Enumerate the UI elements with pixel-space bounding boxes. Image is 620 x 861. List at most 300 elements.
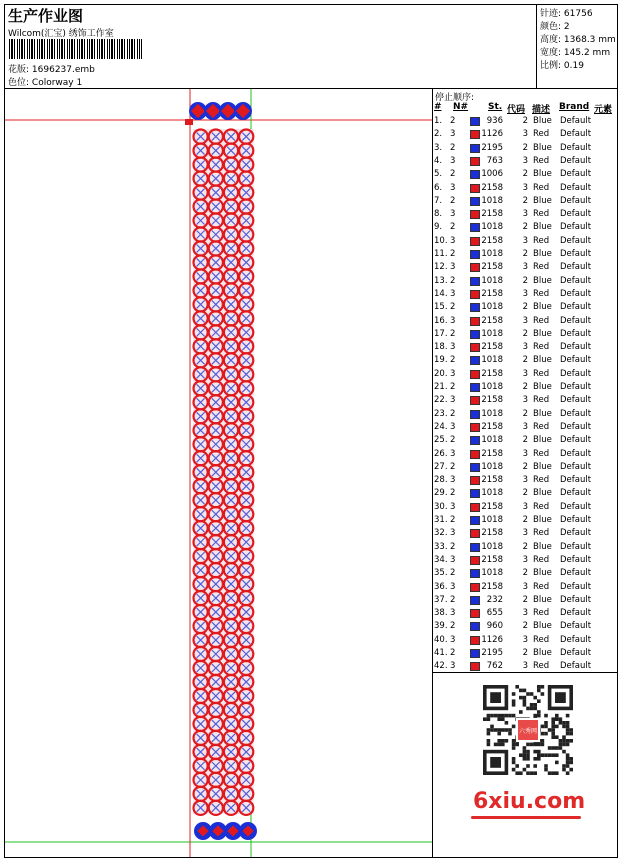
row-brand: Default: [560, 116, 592, 126]
qr-module: [555, 735, 559, 739]
row-desc: Red: [533, 209, 550, 220]
col-num: #: [434, 102, 442, 112]
color-swatch: [470, 356, 480, 365]
row-stitches: 2158: [481, 501, 503, 512]
qr-module: [512, 714, 516, 718]
qr-module: [508, 728, 512, 732]
col-brand: Brand: [559, 102, 590, 112]
row-desc: Blue: [533, 302, 552, 313]
qr-module: [559, 743, 563, 747]
qr-module: [501, 717, 505, 721]
row-code: 3: [522, 421, 528, 432]
row-desc: Blue: [533, 568, 552, 579]
row-number: 35.: [434, 568, 448, 579]
row-stitches: 2195: [481, 142, 503, 153]
qr-module: [569, 761, 573, 765]
color-swatch: [470, 197, 480, 206]
info-scale: [540, 58, 584, 71]
qr-module: [544, 732, 548, 736]
row-code: 2: [522, 515, 528, 525]
row-number: 30.: [434, 501, 448, 512]
qr-module: [526, 707, 530, 711]
qr-module: [555, 746, 559, 750]
qr-module: [512, 703, 516, 707]
color-swatch: [470, 436, 480, 445]
qr-module: [541, 692, 545, 696]
qr-module: [523, 757, 527, 761]
row-needle: 3: [450, 209, 456, 220]
row-stitches: 232: [486, 594, 503, 605]
row-stitches: 1018: [481, 302, 503, 313]
row-stitches: 1018: [481, 461, 503, 472]
color-swatch: [470, 583, 480, 592]
row-brand: Default: [560, 634, 592, 645]
row-desc: Blue: [533, 648, 552, 658]
row-desc: Blue: [533, 328, 552, 339]
qr-module: [515, 685, 519, 689]
row-stitches: 1018: [481, 435, 503, 446]
qr-module: [526, 750, 530, 754]
qr-module: [508, 732, 512, 736]
colorway-value: Colorway 1: [31, 78, 83, 88]
qr-module: [494, 743, 498, 747]
col-desc: 描述: [532, 105, 551, 115]
row-desc: Red: [533, 661, 550, 672]
row-code: 2: [522, 249, 528, 259]
row-brand: Default: [560, 182, 592, 193]
row-code: 2: [522, 169, 528, 180]
color-swatch: [470, 556, 480, 565]
row-code: 2: [522, 461, 528, 472]
qr-module: [494, 728, 498, 732]
color-swatch: [470, 489, 480, 498]
row-number: 7.: [434, 195, 443, 206]
qr-module: [530, 707, 534, 711]
row-number: 38.: [434, 608, 448, 619]
row-code: 3: [522, 634, 528, 645]
row-stitches: 655: [486, 608, 503, 619]
color-swatch: [470, 223, 480, 232]
qr-module: [555, 761, 559, 765]
row-stitches: 1018: [481, 515, 503, 525]
table-row: [433, 555, 617, 568]
info-label: 针迹:: [540, 9, 562, 19]
row-brand: Default: [560, 342, 592, 353]
qr-module: [512, 725, 516, 729]
color-swatch: [470, 184, 480, 193]
row-needle: 2: [450, 302, 456, 313]
qr-module: [533, 707, 537, 711]
row-needle: 3: [450, 501, 456, 512]
table-row: [433, 129, 617, 142]
color-swatch: [470, 383, 480, 392]
color-swatch: [470, 423, 480, 432]
row-stitches: 1018: [481, 488, 503, 499]
qr-module: [541, 725, 545, 729]
row-needle: 2: [450, 328, 456, 339]
row-desc: Red: [533, 581, 550, 592]
start-marker: [185, 119, 193, 125]
qr-module: [490, 728, 494, 732]
header-left: [5, 5, 537, 88]
row-code: 2: [522, 195, 528, 206]
qr-module: [519, 710, 523, 714]
row-number: 10.: [434, 235, 448, 246]
info-label: 颜色:: [540, 22, 562, 32]
table-row: [433, 635, 617, 648]
color-swatch: [470, 210, 480, 219]
color-swatch: [470, 317, 480, 326]
info-width: [540, 45, 610, 58]
row-code: 3: [522, 129, 528, 140]
row-number: 26.: [434, 448, 448, 459]
qr-module: [519, 771, 523, 775]
color-swatch: [470, 569, 480, 578]
row-needle: 3: [450, 182, 456, 193]
qr-module: [519, 696, 523, 700]
row-code: 3: [522, 395, 528, 406]
colorway-row: [8, 75, 82, 88]
table-row: [433, 475, 617, 488]
row-brand: Default: [560, 222, 592, 233]
row-needle: 2: [450, 195, 456, 206]
row-needle: 3: [450, 448, 456, 459]
row-brand: Default: [560, 195, 592, 206]
qr-module: [526, 743, 530, 747]
qr-module: [523, 703, 527, 707]
row-brand: Default: [560, 209, 592, 220]
row-brand: Default: [560, 648, 592, 658]
row-needle: 2: [450, 648, 456, 658]
qr-module: [562, 721, 566, 725]
qr-module: [487, 743, 491, 747]
row-stitches: 2158: [481, 395, 503, 406]
qr-module: [551, 725, 555, 729]
qr-module: [566, 771, 570, 775]
row-number: 11.: [434, 249, 448, 259]
qr-module: [555, 771, 559, 775]
qr-module: [515, 771, 519, 775]
info-height: [540, 32, 616, 45]
row-stitches: 1126: [481, 129, 503, 140]
qr-module: [555, 714, 559, 718]
qr-module: [501, 743, 505, 747]
color-swatch: [470, 144, 480, 153]
row-stitches: 1018: [481, 275, 503, 286]
row-number: 4.: [434, 155, 443, 166]
row-number: 8.: [434, 209, 443, 220]
qr-module: [541, 685, 545, 689]
row-stitches: 2158: [481, 315, 503, 326]
row-number: 42.: [434, 661, 448, 672]
row-stitches: 1126: [481, 634, 503, 645]
row-stitches: 1018: [481, 195, 503, 206]
row-desc: Red: [533, 634, 550, 645]
row-code: 2: [522, 116, 528, 126]
barcode: [9, 39, 142, 59]
table-row: [433, 169, 617, 182]
row-number: 31.: [434, 515, 448, 525]
row-needle: 3: [450, 421, 456, 432]
color-swatch: [470, 463, 480, 472]
color-swatch: [470, 290, 480, 299]
row-brand: Default: [560, 621, 592, 632]
color-swatch: [470, 237, 480, 246]
row-stitches: 1018: [481, 328, 503, 339]
table-row: [433, 648, 617, 661]
row-number: 6.: [434, 182, 443, 193]
color-swatch: [470, 596, 480, 605]
row-number: 34.: [434, 554, 448, 565]
qr-module: [505, 728, 509, 732]
qr-module: [569, 732, 573, 736]
qr-module: [537, 710, 541, 714]
row-code: 3: [522, 262, 528, 273]
row-number: 12.: [434, 262, 448, 273]
row-code: 3: [522, 608, 528, 619]
row-code: 3: [522, 554, 528, 565]
row-number: 41.: [434, 648, 448, 658]
table-row: [433, 409, 617, 422]
qr-finder: [490, 757, 501, 768]
row-desc: Blue: [533, 594, 552, 605]
qr-module: [551, 771, 555, 775]
color-swatch: [470, 396, 480, 405]
color-swatch: [470, 170, 480, 179]
row-code: 2: [522, 541, 528, 552]
table-row: [433, 568, 617, 581]
stop-sequence-panel: [433, 89, 617, 673]
qr-module: [551, 753, 555, 757]
qr-module: [533, 750, 537, 754]
row-stitches: 960: [486, 621, 503, 632]
design-file-row: [8, 62, 95, 75]
row-desc: Red: [533, 448, 550, 459]
row-desc: Blue: [533, 408, 552, 419]
row-brand: Default: [560, 661, 592, 672]
row-stitches: 1006: [481, 169, 503, 180]
table-row: [433, 316, 617, 329]
qr-module: [566, 728, 570, 732]
qr-module: [533, 743, 537, 747]
color-swatch: [470, 450, 480, 459]
table-row: [433, 183, 617, 196]
qr-module: [537, 689, 541, 693]
row-desc: Blue: [533, 169, 552, 180]
qr-module: [559, 717, 563, 721]
row-desc: Blue: [533, 382, 552, 392]
row-desc: Red: [533, 421, 550, 432]
row-brand: Default: [560, 461, 592, 472]
row-brand: Default: [560, 528, 592, 539]
row-code: 2: [522, 568, 528, 579]
qr-module: [523, 689, 527, 693]
table-row: [433, 608, 617, 621]
qr-module: [487, 728, 491, 732]
color-swatch: [470, 543, 480, 552]
qr-logo-text: 六秀网: [518, 728, 538, 735]
row-stitches: 2158: [481, 475, 503, 486]
table-row: [433, 249, 617, 262]
row-code: 3: [522, 475, 528, 486]
row-code: 3: [522, 155, 528, 166]
row-stitches: 2158: [481, 342, 503, 353]
row-needle: 3: [450, 554, 456, 565]
row-needle: 3: [450, 342, 456, 353]
row-code: 3: [522, 501, 528, 512]
row-number: 1.: [434, 116, 443, 126]
color-swatch: [470, 410, 480, 419]
info-value: 61756: [563, 9, 593, 19]
table-row: [433, 156, 617, 169]
info-label: 宽度:: [540, 48, 562, 58]
row-brand: Default: [560, 554, 592, 565]
qr-module: [537, 753, 541, 757]
color-swatch: [470, 303, 480, 312]
row-brand: Default: [560, 448, 592, 459]
qr-module: [526, 692, 530, 696]
row-needle: 2: [450, 435, 456, 446]
row-desc: Red: [533, 129, 550, 140]
qr-module: [566, 721, 570, 725]
table-row: [433, 502, 617, 515]
row-desc: Red: [533, 608, 550, 619]
row-code: 2: [522, 355, 528, 366]
table-row: [433, 302, 617, 315]
row-number: 22.: [434, 395, 448, 406]
row-needle: 2: [450, 249, 456, 259]
row-code: 3: [522, 315, 528, 326]
qr-module: [537, 743, 541, 747]
row-code: 2: [522, 382, 528, 392]
row-number: 20.: [434, 368, 448, 379]
row-needle: 2: [450, 621, 456, 632]
row-needle: 3: [450, 475, 456, 486]
color-swatch: [470, 157, 480, 166]
qr-module: [533, 714, 537, 718]
row-desc: Blue: [533, 355, 552, 366]
qr-module: [497, 732, 501, 736]
row-desc: Red: [533, 262, 550, 273]
row-stitches: 763: [486, 155, 503, 166]
table-row: [433, 488, 617, 501]
row-stitches: 936: [486, 116, 503, 126]
row-code: 2: [522, 142, 528, 153]
qr-module: [541, 753, 545, 757]
row-number: 18.: [434, 342, 448, 353]
row-code: 3: [522, 448, 528, 459]
col-element: 元素: [594, 105, 613, 115]
row-desc: Blue: [533, 275, 552, 286]
qr-module: [515, 764, 519, 768]
qr-module: [501, 728, 505, 732]
qr-module: [519, 689, 523, 693]
row-desc: Red: [533, 235, 550, 246]
qr-module: [483, 717, 487, 721]
row-number: 33.: [434, 541, 448, 552]
info-stitches: [540, 6, 593, 19]
qr-module: [497, 739, 501, 743]
qr-module: [555, 725, 559, 729]
row-stitches: 2158: [481, 288, 503, 299]
row-stitches: 1018: [481, 408, 503, 419]
qr-module: [526, 764, 530, 768]
color-swatch: [470, 529, 480, 538]
qr-module: [548, 771, 552, 775]
row-brand: Default: [560, 594, 592, 605]
table-row: [433, 262, 617, 275]
qr-module: [548, 753, 552, 757]
row-needle: 3: [450, 129, 456, 140]
row-code: 3: [522, 528, 528, 539]
table-row: [433, 196, 617, 209]
color-swatch: [470, 662, 480, 671]
qr-module: [523, 696, 527, 700]
color-swatch: [470, 250, 480, 259]
row-needle: 2: [450, 355, 456, 366]
row-stitches: 762: [486, 661, 503, 672]
row-number: 16.: [434, 315, 448, 326]
row-number: 36.: [434, 581, 448, 592]
qr-module: [497, 717, 501, 721]
qr-module: [533, 764, 537, 768]
qr-module: [487, 717, 491, 721]
row-code: 2: [522, 222, 528, 233]
qr-module: [512, 739, 516, 743]
row-number: 3.: [434, 142, 443, 153]
qr-module: [505, 714, 509, 718]
info-label: 比例:: [540, 61, 562, 71]
table-row: [433, 528, 617, 541]
color-swatch: [470, 263, 480, 272]
row-number: 37.: [434, 594, 448, 605]
row-stitches: 2158: [481, 581, 503, 592]
row-brand: Default: [560, 155, 592, 166]
worksheet-header: [5, 5, 617, 89]
col-needle: N#: [453, 102, 469, 112]
qr-module: [512, 699, 516, 703]
row-code: 2: [522, 594, 528, 605]
row-desc: Red: [533, 342, 550, 353]
row-needle: 2: [450, 541, 456, 552]
color-swatch: [470, 503, 480, 512]
row-desc: Red: [533, 501, 550, 512]
row-number: 32.: [434, 528, 448, 539]
row-desc: Red: [533, 528, 550, 539]
row-code: 3: [522, 581, 528, 592]
qr-module: [544, 753, 548, 757]
color-swatch: [470, 649, 480, 658]
qr-module: [508, 714, 512, 718]
row-needle: 2: [450, 275, 456, 286]
design-info: [537, 5, 617, 88]
row-desc: Red: [533, 395, 550, 406]
qr-module: [501, 714, 505, 718]
row-number: 24.: [434, 421, 448, 432]
row-number: 5.: [434, 169, 443, 180]
qr-module: [551, 746, 555, 750]
row-brand: Default: [560, 408, 592, 419]
qr-module: [566, 764, 570, 768]
row-desc: Blue: [533, 142, 552, 153]
watermark-area: [433, 673, 617, 857]
qr-module: [562, 768, 566, 772]
row-brand: Default: [560, 421, 592, 432]
qr-module: [523, 753, 527, 757]
row-code: 2: [522, 302, 528, 313]
row-desc: Blue: [533, 621, 552, 632]
qr-module: [512, 743, 516, 747]
